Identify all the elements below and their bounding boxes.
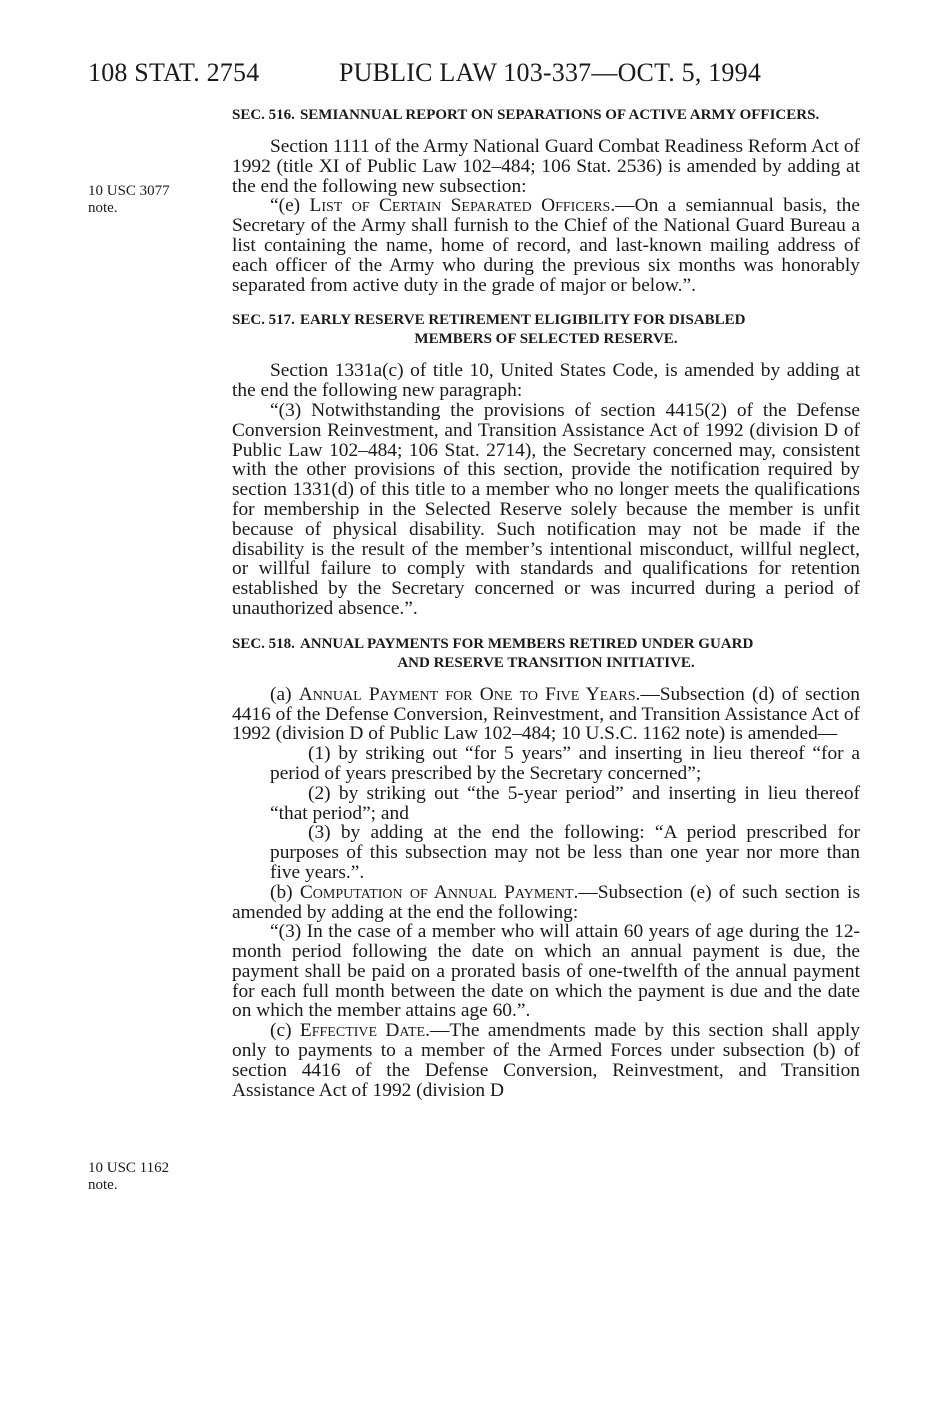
section-518-subsection-a	[232, 685, 860, 744]
subsection-text: .—Subsection (d) of section 4416 of the Defense Conversion, Reinvestment, and Transition Assistance Act of 1992 (division D of Public Law 102–484; 10 U.S.C. 1162 note) is amended—	[232, 683, 860, 745]
margin-note-usc-3077	[88, 183, 223, 217]
subsection-heading: List of Certain Separated Officers	[309, 195, 611, 217]
section-number: SEC. 516.	[232, 107, 295, 123]
section-title: SEMIANNUAL REPORT ON SEPARATIONS OF ACTIVE ARMY OFFICERS.	[299, 107, 820, 123]
section-516-intro: Section 1111 of the Army National Guard Combat Readiness Reform Act of 1992 (title XI of Public Law 102–484; 106 Stat. 2536) is amended by adding at the end the following new subsection:	[232, 136, 860, 197]
margin-note-line: 10 USC 1162	[88, 1160, 170, 1176]
stat-page-number: 108 STAT. 2754	[88, 58, 260, 87]
amendment-item-3: (3) by adding at the end the following: “A period prescribed for purposes of this subsection may not be less than one year nor more than five years.”.	[270, 822, 860, 883]
margin-note-line: 10 USC 3077	[88, 183, 170, 199]
section-title-line-2: AND RESERVE TRANSITION INITIATIVE.	[397, 654, 695, 671]
section-518-paragraph-3: “(3) In the case of a member who will attain 60 years of age during the 12-month period following the date on which an annual payment is due, the payment shall be paid on a prorated basis of one-twelfth of the annual payment for each full month between the date on which the payment is due and the date on which the member attains age 60.”.	[232, 921, 860, 1022]
subsection-heading: Computation of Annual Payment	[299, 881, 574, 903]
subsection-heading: Effective Date	[299, 1020, 426, 1042]
section-516-heading	[232, 106, 860, 125]
section-518-subsection-b	[232, 883, 860, 923]
section-title-line-1: EARLY RESERVE RETIREMENT ELIGIBILITY FOR DISABLED	[299, 312, 746, 329]
subsection-label: (b)	[270, 881, 300, 903]
amendment-item-1: (1) by striking out “for 5 years” and inserting in lieu thereof “for a period of years prescribed by the Secretary concerned”;	[270, 743, 860, 784]
amendment-item-2: (2) by striking out “the 5-year period” and inserting in lieu thereof “that period”; and	[270, 782, 860, 824]
section-title-line-1: ANNUAL PAYMENTS FOR MEMBERS RETIRED UNDER GUARD	[299, 635, 754, 652]
subsection-text: .—Subsection (e) of such section is amended by adding at the end the following:	[232, 881, 860, 923]
section-title-line-2: MEMBERS OF SELECTED RESERVE.	[414, 331, 678, 348]
margin-note-line: note.	[88, 1177, 118, 1193]
section-517-paragraph-3: “(3) Notwithstanding the provisions of section 4415(2) of the Defense Conversion Reinvestment, and Transition Assistance Act of 1992 (division D of Public Law 102–484; 106 Stat. 2714), the Secretary concerned may, consistent with the other provisions of this section, provide the notification required by section 1331(d) of this title to a member who no longer meets the qualifications for membership in the Selected Reserve solely because the member is unfit because of physical disability. Such notification may not be made if the disability is the result of the member’s intentional misconduct, willful neglect, or willful failure to comply with standards and qualifications for retention established by the Secretary concerned or was incurred during a period of unauthorized absence.”.	[232, 399, 860, 619]
section-517-heading	[232, 311, 860, 349]
subsection-text: .—The amendments made by this section shall apply only to payments to a member of the Armed Forces under subsection (b) of section 4416 of the Defense Conversion, Reinvestment, and Transition Assistance Act of 1992 (division D	[232, 1020, 860, 1101]
section-number: SEC. 517.	[232, 312, 295, 329]
section-number: SEC. 518.	[232, 635, 295, 652]
subsection-label: (a)	[270, 683, 299, 705]
section-518-subsection-c	[232, 1021, 860, 1100]
subsection-text: .—On a semiannual basis, the Secretary of the Army shall furnish to the Chief of the National Guard Bureau a list containing the name, home of record, and last-known mailing address of each officer of the Army who during the previous six months was honorably separated from active duty in the grade of major or below.”.	[232, 195, 860, 296]
public-law-citation: PUBLIC LAW 103-337—OCT. 5, 1994	[339, 58, 762, 87]
section-516-subsection-e	[232, 196, 860, 295]
section-517-intro: Section 1331a(c) of title 10, United States Code, is amended by adding at the end the following new paragraph:	[232, 360, 860, 402]
subsection-heading: Annual Payment for One to Five Years	[298, 683, 636, 705]
margin-note-usc-1162	[88, 1160, 223, 1194]
section-518-heading	[232, 635, 860, 673]
subsection-label: “(e)	[270, 195, 310, 217]
margin-note-line: note.	[88, 200, 118, 216]
statute-body	[232, 106, 860, 1100]
subsection-label: (c)	[270, 1020, 300, 1042]
